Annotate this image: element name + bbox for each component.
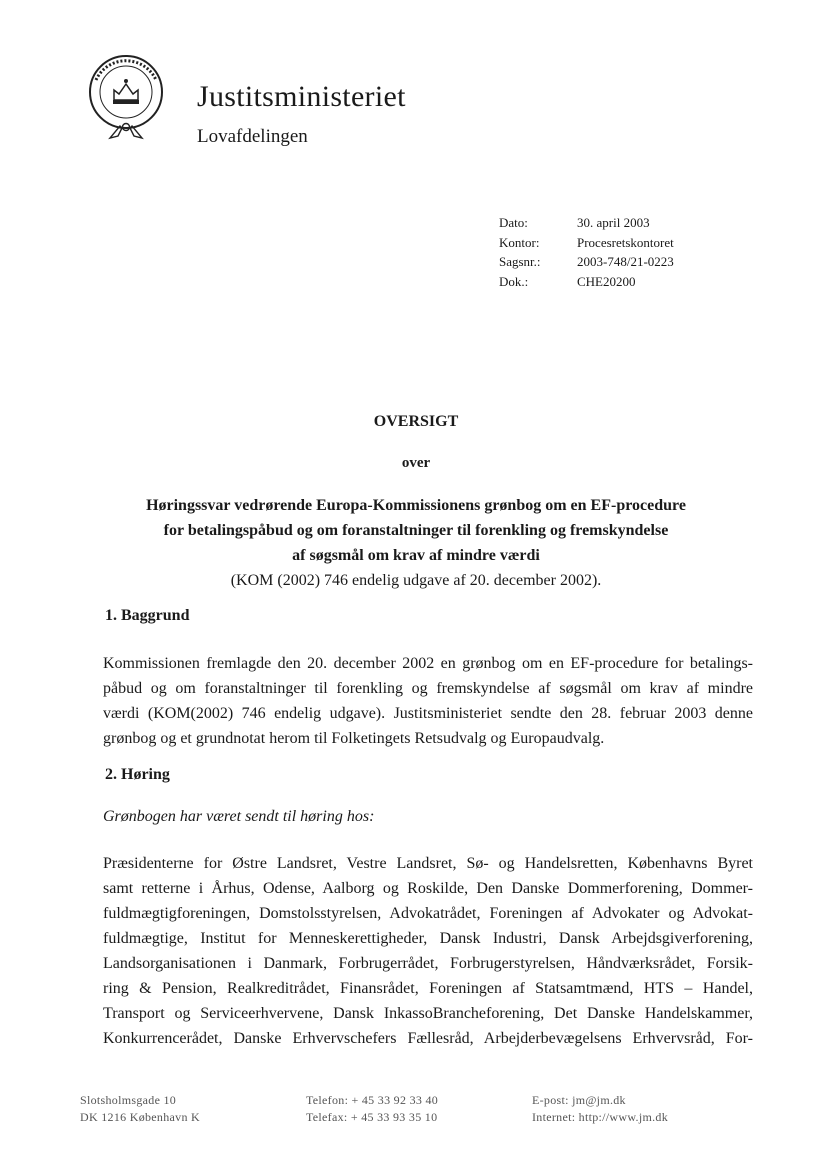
meta-key: Sagsnr.: xyxy=(499,254,541,269)
footer-address xyxy=(80,1092,200,1126)
meta-key: Kontor: xyxy=(499,234,540,250)
section-heading-background: 1. Baggrund xyxy=(105,607,190,624)
section-background-paragraph xyxy=(103,651,753,751)
subject-line: af søgsmål om krav af mindre værdi xyxy=(292,547,540,564)
paragraph-line: værdi (KOM(2002) 746 endelig udgave). Justitsministeriet sendte den 28. februar 2003 denne xyxy=(103,705,753,722)
paragraph-line: Præsidenterne for Østre Landsret, Vestre Landsret, Sø- og Handelsretten, Københavns Byret xyxy=(103,855,753,872)
footer-contact xyxy=(532,1092,668,1126)
paragraph-line: ring & Pension, Realkreditrådet, Finansrådet, Foreningen af Statsamtmænd, HTS – Handel, xyxy=(103,980,753,997)
phone-number: Telefon: + 45 33 92 33 40 xyxy=(306,1093,439,1107)
meta-value: 2003-748/21-0223 xyxy=(577,254,674,269)
paragraph-line: fuldmægtige, Institut for Menneskerettigheder, Dansk Industri, Dansk Arbejdsgiverforening, xyxy=(103,930,753,947)
fax-number: Telefax: + 45 33 93 35 10 xyxy=(306,1110,438,1124)
organization-name: Justitsministeriet xyxy=(197,80,406,113)
footer-phone xyxy=(306,1092,438,1126)
meta-row-case-number xyxy=(499,252,674,272)
meta-key: Dok.: xyxy=(499,273,529,289)
meta-value: Procesretskontoret xyxy=(577,234,674,250)
subject-line: Høringssvar vedrørende Europa-Kommissionens grønbog om en EF-procedure xyxy=(146,497,686,514)
department-name: Lovafdelingen xyxy=(197,126,308,147)
title-connector: over xyxy=(401,455,431,471)
paragraph-line: grønbog og et grundnotat herom til Folketingets Retsudvalg og Europaudvalg. xyxy=(103,730,605,747)
meta-row-document xyxy=(499,272,674,292)
document-meta xyxy=(499,213,674,291)
website-url: Internet: http://www.jm.dk xyxy=(532,1110,669,1124)
subject-reference: (KOM (2002) 746 endelig udgave af 20. december 2002). xyxy=(230,572,602,589)
paragraph-line: påbud og om foranstaltninger til forenkling og fremskyndelse af søgsmål om krav af mindre xyxy=(103,680,753,697)
meta-row-date xyxy=(499,213,674,233)
meta-key: Dato: xyxy=(499,215,528,230)
document-title: OVERSIGT xyxy=(373,413,459,430)
meta-value: 30. april 2003 xyxy=(577,215,650,230)
hearing-intro: Grønbogen har været sendt til høring hos: xyxy=(103,808,375,825)
ministry-seal-logo xyxy=(80,50,172,142)
address-city: DK 1216 København K xyxy=(80,1110,201,1124)
address-street: Slotsholmsgade 10 xyxy=(80,1093,177,1107)
paragraph-line: Landsorganisationen i Danmark, Forbrugerrådet, Forbrugerstyrelsen, Håndværksrådet, Forsik- xyxy=(103,955,753,972)
subject-block xyxy=(0,493,832,593)
meta-row-office xyxy=(499,233,674,253)
paragraph-line: Kommissionen fremlagde den 20. december 2002 en grønbog om en EF-procedure for betalings- xyxy=(103,655,753,672)
hearing-recipients-paragraph xyxy=(103,851,753,1051)
meta-value: CHE20200 xyxy=(577,273,636,289)
paragraph-line: Transport og Serviceerhvervene, Dansk InkassoBrancheforening, Det Danske Handelskammer, xyxy=(103,1005,753,1022)
subject-line: for betalingspåbud og om foranstaltninger til forenkling og fremskyndelse xyxy=(163,522,669,539)
paragraph-line: Konkurrencerådet, Danske Erhvervschefers Fællesråd, Arbejderbevægelsens Erhvervsråd, For- xyxy=(103,1030,753,1047)
paragraph-line: fuldmægtigforeningen, Domstolsstyrelsen, Advokatrådet, Foreningen af Advokater og Advokat- xyxy=(103,905,753,922)
section-heading-hearing: 2. Høring xyxy=(105,766,170,783)
paragraph-line: samt retterne i Århus, Odense, Aalborg og Roskilde, Den Danske Dommerforening, Dommer- xyxy=(103,880,753,897)
email-address: E-post: jm@jm.dk xyxy=(532,1093,626,1107)
